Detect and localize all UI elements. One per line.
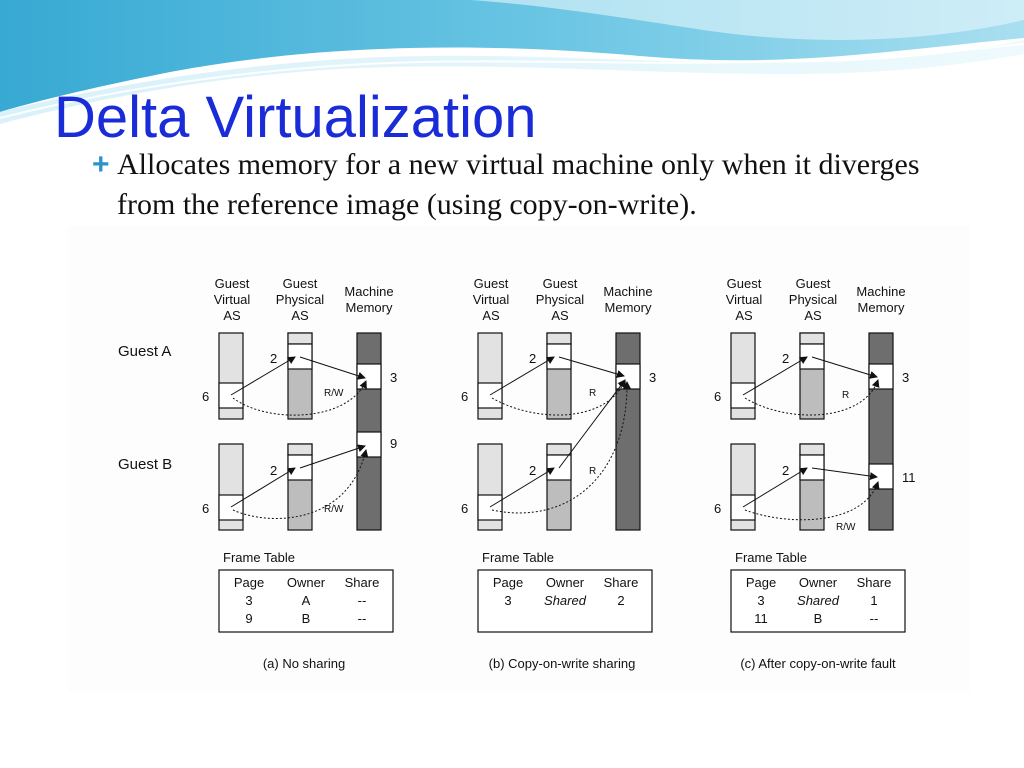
panel-c-caption: (c) After copy-on-write fault xyxy=(740,656,896,671)
guest-a-label: Guest A xyxy=(118,343,172,360)
panel-a-physical-page-a: 2 xyxy=(270,351,278,366)
delta-virtualization-figure xyxy=(68,226,970,692)
panel-b-machine-page-label-3: 3 xyxy=(649,370,657,385)
panel-c-header-physical: Guest Physical AS xyxy=(788,276,838,323)
panel-b-machine-page-3 xyxy=(616,364,640,389)
panel-a-header-machine: Machine Memory xyxy=(344,284,394,315)
panel-c-row-0-page: 3 xyxy=(757,593,765,608)
panel-a-virtual-page-b: 6 xyxy=(202,501,210,516)
panel-b-guest-a-physical-page xyxy=(547,344,571,369)
panel-a-row-1-page: 9 xyxy=(245,611,253,626)
panel-b-row-0-page: 3 xyxy=(504,593,512,608)
panel-c-header-virtual: Guest Virtual AS xyxy=(725,276,763,323)
panel-a-row-1-owner: B xyxy=(301,611,311,626)
panel-b-access-b: R xyxy=(589,466,597,477)
panel-a-guest-b-virtual-page xyxy=(219,495,243,520)
panel-b-header-virtual: Guest Virtual AS xyxy=(472,276,510,323)
panel-b-physical-page-a: 2 xyxy=(529,351,537,366)
panel-b-row-0-owner: Shared xyxy=(544,593,586,608)
panel-c-machine-memory xyxy=(869,333,893,530)
panel-a-virtual-page-a: 6 xyxy=(202,389,210,404)
panel-a-access-b: R/W xyxy=(324,504,344,515)
panel-a-header-virtual: Guest Virtual AS xyxy=(213,276,251,323)
panel-c-row-0-share: 1 xyxy=(870,593,878,608)
panel-a-frame-table-label: Frame Table xyxy=(223,550,296,565)
panel-a-guest-a-physical-page xyxy=(288,344,312,369)
panel-c-guest-a-physical-page xyxy=(800,344,824,369)
panel-a-guest-a-physical-top xyxy=(288,333,312,344)
panel-a-machine-page-9 xyxy=(357,432,381,457)
panel-a-machine-page-label-3: 3 xyxy=(390,370,398,385)
panel-b-guest-a-physical-top xyxy=(547,333,571,344)
panel-b-row-0-share: 2 xyxy=(617,593,625,608)
panel-b-table-header-page: Page xyxy=(492,575,524,590)
slide-title: Delta Virtualization xyxy=(54,85,537,150)
panel-b-cow-sharing xyxy=(461,276,656,671)
panel-c-frame-table-label: Frame Table xyxy=(735,550,808,565)
panel-c-after-cow-fault xyxy=(714,276,916,671)
panel-b-table-header-share: Share xyxy=(603,575,639,590)
panel-b-guest-b-physical-top xyxy=(547,444,571,455)
panel-c-machine-page-label-3: 3 xyxy=(902,370,910,385)
panel-c-guest-b-physical-top xyxy=(800,444,824,455)
panel-a-no-sharing xyxy=(202,276,397,671)
panel-a-header-physical: Guest Physical AS xyxy=(275,276,325,323)
panel-a-table-header-owner: Owner xyxy=(286,575,326,590)
panel-b-physical-page-b: 2 xyxy=(529,463,537,478)
panel-b-guest-b-virtual-page xyxy=(478,495,502,520)
panel-b-table-header-owner: Owner xyxy=(545,575,585,590)
bullet-text: Allocates memory for a new virtual machine only when it diverges from the reference image (using copy-on-write). xyxy=(117,148,920,221)
panel-a-table-header-page: Page xyxy=(233,575,265,590)
panel-a-caption: (a) No sharing xyxy=(262,656,346,671)
panel-c-row-1-owner: B xyxy=(813,611,823,626)
panel-c-table-header-page: Page xyxy=(745,575,777,590)
panel-a-guest-a-virtual-page xyxy=(219,383,243,408)
panel-c-table-header-share: Share xyxy=(856,575,892,590)
panel-b-access-a: R xyxy=(589,388,597,399)
panel-b-virtual-page-a: 6 xyxy=(461,389,469,404)
panel-c-virtual-page-a: 6 xyxy=(714,389,722,404)
panel-b-header-physical: Guest Physical AS xyxy=(535,276,585,323)
panel-c-machine-page-label-11: 11 xyxy=(902,470,916,485)
plus-bullet-icon: + xyxy=(92,148,110,181)
panel-c-guest-a-virtual-page xyxy=(731,383,755,408)
panel-c-virtual-page-b: 6 xyxy=(714,501,722,516)
bullet-item xyxy=(92,145,972,225)
panel-c-table-header-owner: Owner xyxy=(798,575,838,590)
panel-a-row-0-share: -- xyxy=(357,593,367,608)
panel-c-physical-page-b: 2 xyxy=(782,463,790,478)
panel-c-guest-a-physical-top xyxy=(800,333,824,344)
panel-c-guest-b-physical-page xyxy=(800,455,824,480)
panel-c-guest-b-virtual-page xyxy=(731,495,755,520)
panel-c-header-machine: Machine Memory xyxy=(856,284,906,315)
panel-a-access-a: R/W xyxy=(324,388,344,399)
panel-a-guest-b-physical-top xyxy=(288,444,312,455)
panel-c-access-b: R/W xyxy=(836,522,856,533)
panel-c-row-1-page: 11 xyxy=(754,611,768,626)
guest-b-label: Guest B xyxy=(118,456,173,473)
panel-b-caption: (b) Copy-on-write sharing xyxy=(488,656,636,671)
panel-c-row-0-owner: Shared xyxy=(797,593,839,608)
panel-b-frame-table-label: Frame Table xyxy=(482,550,555,565)
panel-a-row-1-share: -- xyxy=(357,611,367,626)
panel-a-row-0-page: 3 xyxy=(245,593,253,608)
panel-b-guest-a-virtual-page xyxy=(478,383,502,408)
panel-b-header-machine: Machine Memory xyxy=(603,284,653,315)
panel-b-virtual-page-b: 6 xyxy=(461,501,469,516)
panel-c-access-a: R xyxy=(842,390,850,401)
panel-b-machine-memory xyxy=(616,333,640,530)
panel-c-row-1-share: -- xyxy=(869,611,879,626)
panel-a-row-0-owner: A xyxy=(301,593,311,608)
panel-a-physical-page-b: 2 xyxy=(270,463,278,478)
panel-a-machine-page-label-9: 9 xyxy=(390,436,398,451)
panel-c-physical-page-a: 2 xyxy=(782,351,790,366)
panel-a-table-header-share: Share xyxy=(344,575,380,590)
panel-c-machine-page-3 xyxy=(869,364,893,389)
